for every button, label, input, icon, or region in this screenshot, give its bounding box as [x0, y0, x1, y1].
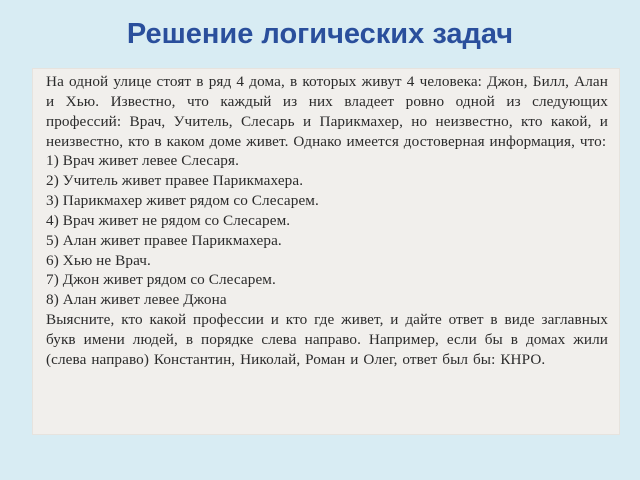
- scanned-text-image: [33, 69, 619, 434]
- problem-text: [46, 72, 608, 370]
- condition-2: 2) Учитель живет правее Парикмахера.: [46, 172, 304, 190]
- problem-intro: На одной улице стоят в ряд 4 дома, в которых живут 4 человека: Джон, Билл, Алан и Хью. Известно, что каждый из них владеет ровно одной из следующих профессий: Врач, Учитель, Слесарь и Парикмахер, но неизвестно, кто какой, и неизвестно, кто в каком доме живет. Однако имеется достоверная информация, что:: [46, 73, 608, 150]
- condition-5: 5) Алан живет правее Парикмахера.: [46, 231, 282, 249]
- condition-3: 3) Парикмахер живет рядом со Слесарем.: [46, 192, 319, 210]
- condition-4: 4) Врач живет не рядом со Слесарем.: [46, 211, 291, 229]
- slide-title: Решение логических задач: [126, 18, 514, 50]
- condition-7: 7) Джон живет рядом со Слесарем.: [46, 271, 276, 289]
- condition-6: 6) Хью не Врач.: [46, 251, 151, 269]
- condition-1: 1) Врач живет левее Слесаря.: [46, 152, 239, 170]
- condition-8: 8) Алан живет левее Джона: [46, 291, 227, 309]
- problem-task: Выясните, кто какой профессии и кто где живет, и дайте ответ в виде заглавных букв имени людей, в порядке слева направо. Например, если бы в домах жили (слева направо) Константин, Николай, Роман и Олег, ответ был бы: КНРО.: [46, 311, 608, 368]
